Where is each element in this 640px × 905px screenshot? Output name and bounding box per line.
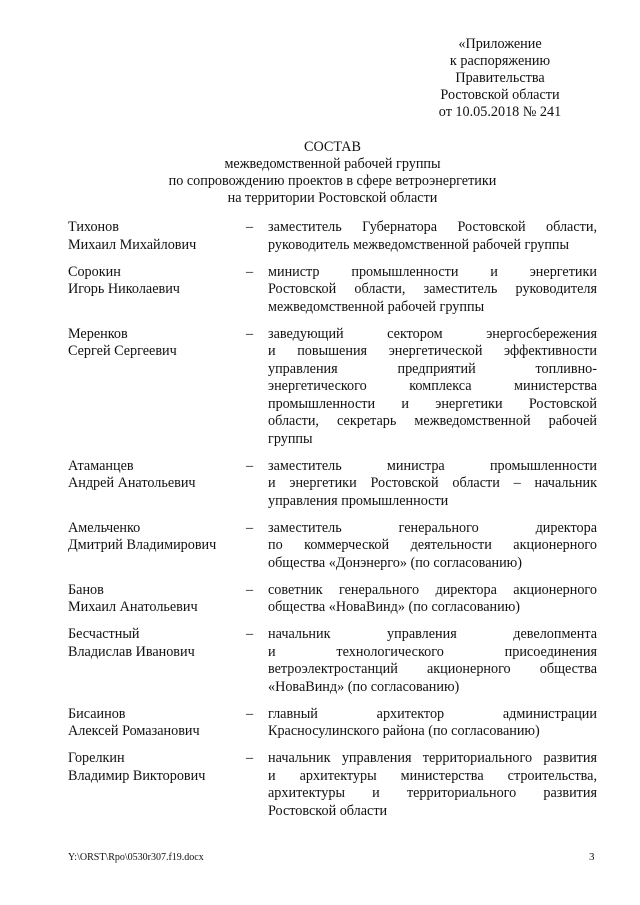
member-row — [68, 706, 597, 741]
title-line: межведомственной рабочей группы — [224, 156, 441, 172]
header-line: «Приложение — [458, 36, 542, 52]
member-row — [68, 458, 597, 511]
member-row — [68, 326, 597, 449]
header-line: к распоряжению — [449, 53, 551, 69]
title-line: на территории Ростовской области — [227, 190, 438, 206]
title-line: СОСТАВ — [303, 139, 361, 155]
description-line: Ростовской области — [268, 802, 388, 819]
member-description — [268, 626, 597, 696]
member-surname: Банов — [68, 581, 104, 598]
description-line: руководитель межведомственной рабочей группы — [268, 236, 570, 253]
member-row — [68, 219, 597, 254]
header-line: от 10.05.2018 № 241 — [438, 104, 562, 120]
member-surname: Тихонов — [68, 219, 119, 235]
description-line: энергетического комплекса министерства — [268, 378, 597, 394]
member-name — [68, 520, 243, 573]
description-line: архитектуры и территориального развития — [268, 785, 597, 801]
member-name — [68, 582, 243, 617]
member-dash: – — [246, 750, 254, 766]
document-title — [68, 139, 597, 207]
description-line: Ростовской области, заместитель руководителя — [268, 281, 597, 297]
member-name — [68, 458, 243, 511]
member-dash: – — [246, 705, 254, 722]
member-name — [68, 706, 243, 741]
member-name — [68, 750, 243, 820]
member-surname: Атаманцев — [68, 457, 134, 474]
member-description — [268, 706, 597, 741]
page-number: 3 — [589, 851, 595, 863]
description-line: Красносулинского района (по согласованию) — [268, 723, 540, 739]
member-surname: Бесчастный — [68, 626, 140, 642]
description-line: общества «Донэнерго» (по согласованию) — [268, 554, 523, 571]
members-list — [68, 219, 597, 830]
member-row — [68, 750, 597, 820]
member-dash: – — [246, 519, 254, 536]
appendix-header — [420, 36, 580, 121]
description-line: управления промышленности — [268, 492, 449, 509]
member-given-names: Дмитрий Владимирович — [68, 537, 217, 553]
description-line: и повышения энергетической эффективности — [268, 343, 597, 359]
description-line: заместитель Губернатора Ростовской области, — [268, 219, 597, 235]
member-dash: – — [246, 457, 254, 474]
member-given-names: Андрей Анатольевич — [68, 475, 196, 491]
member-description — [268, 750, 597, 820]
description-line: министр промышленности и энергетики — [268, 263, 597, 280]
member-name — [68, 219, 243, 254]
member-dash: – — [246, 219, 254, 235]
member-dash: – — [246, 263, 254, 280]
description-line: советник генерального директора акционерного — [268, 581, 597, 598]
description-line: начальник управления территориального развития — [268, 750, 597, 766]
member-given-names: Михаил Анатольевич — [68, 599, 198, 615]
member-row — [68, 626, 597, 696]
header-line: Ростовской области — [440, 87, 560, 103]
member-given-names: Игорь Николаевич — [68, 281, 180, 297]
member-given-names: Владимир Викторович — [68, 767, 206, 784]
member-name — [68, 264, 243, 317]
description-line: и архитектуры министерства строительства, — [268, 767, 597, 784]
header-line: Правительства — [455, 70, 545, 86]
member-description — [268, 219, 597, 254]
member-dash: – — [246, 626, 254, 642]
description-line: и технологического присоединения — [268, 643, 597, 660]
footer-file-path: Y:\ORST\Rpo\0530r307.f19.docx — [68, 852, 204, 863]
description-line: по коммерческой деятельности акционерного — [268, 537, 597, 553]
description-line: управления предприятий топливно- — [268, 360, 597, 377]
member-given-names: Алексей Ромазанович — [68, 723, 200, 739]
description-line: начальник управления девелопмента — [268, 626, 597, 642]
member-description — [268, 326, 597, 449]
member-row — [68, 264, 597, 317]
member-description — [268, 264, 597, 317]
member-surname: Бисаинов — [68, 705, 126, 722]
description-line: главный архитектор администрации — [268, 705, 597, 722]
member-dash: – — [246, 325, 254, 342]
description-line: и энергетики Ростовской области – начальник — [268, 475, 597, 491]
description-line: общества «НоваВинд» (по согласованию) — [268, 599, 521, 615]
member-row — [68, 520, 597, 573]
member-row — [68, 582, 597, 617]
member-description — [268, 520, 597, 573]
description-line: «НоваВинд» (по согласованию) — [268, 678, 460, 695]
description-line: промышленности и энергетики Ростовской — [268, 395, 597, 412]
description-line: заместитель министра промышленности — [268, 457, 597, 474]
member-surname: Меренков — [68, 325, 128, 342]
description-line: группы — [268, 430, 313, 447]
description-line: заведующий сектором энергосбережения — [268, 325, 597, 342]
member-given-names: Сергей Сергеевич — [68, 343, 177, 359]
description-line: заместитель генерального директора — [268, 519, 597, 536]
member-name — [68, 326, 243, 449]
member-name — [68, 626, 243, 696]
member-surname: Горелкин — [68, 750, 125, 766]
description-line: межведомственной рабочей группы — [268, 298, 485, 315]
member-given-names: Михаил Михайлович — [68, 236, 197, 253]
member-description — [268, 458, 597, 511]
description-line: области, секретарь межведомственной рабочей — [268, 413, 597, 429]
member-given-names: Владислав Иванович — [68, 643, 195, 660]
member-surname: Амельченко — [68, 519, 141, 536]
member-description — [268, 582, 597, 617]
member-surname: Сорокин — [68, 263, 121, 280]
member-dash: – — [246, 581, 254, 598]
description-line: ветроэлектростанций акционерного общества — [268, 661, 597, 677]
title-line: по сопровождению проектов в сфере ветроэнергетики — [168, 173, 497, 189]
